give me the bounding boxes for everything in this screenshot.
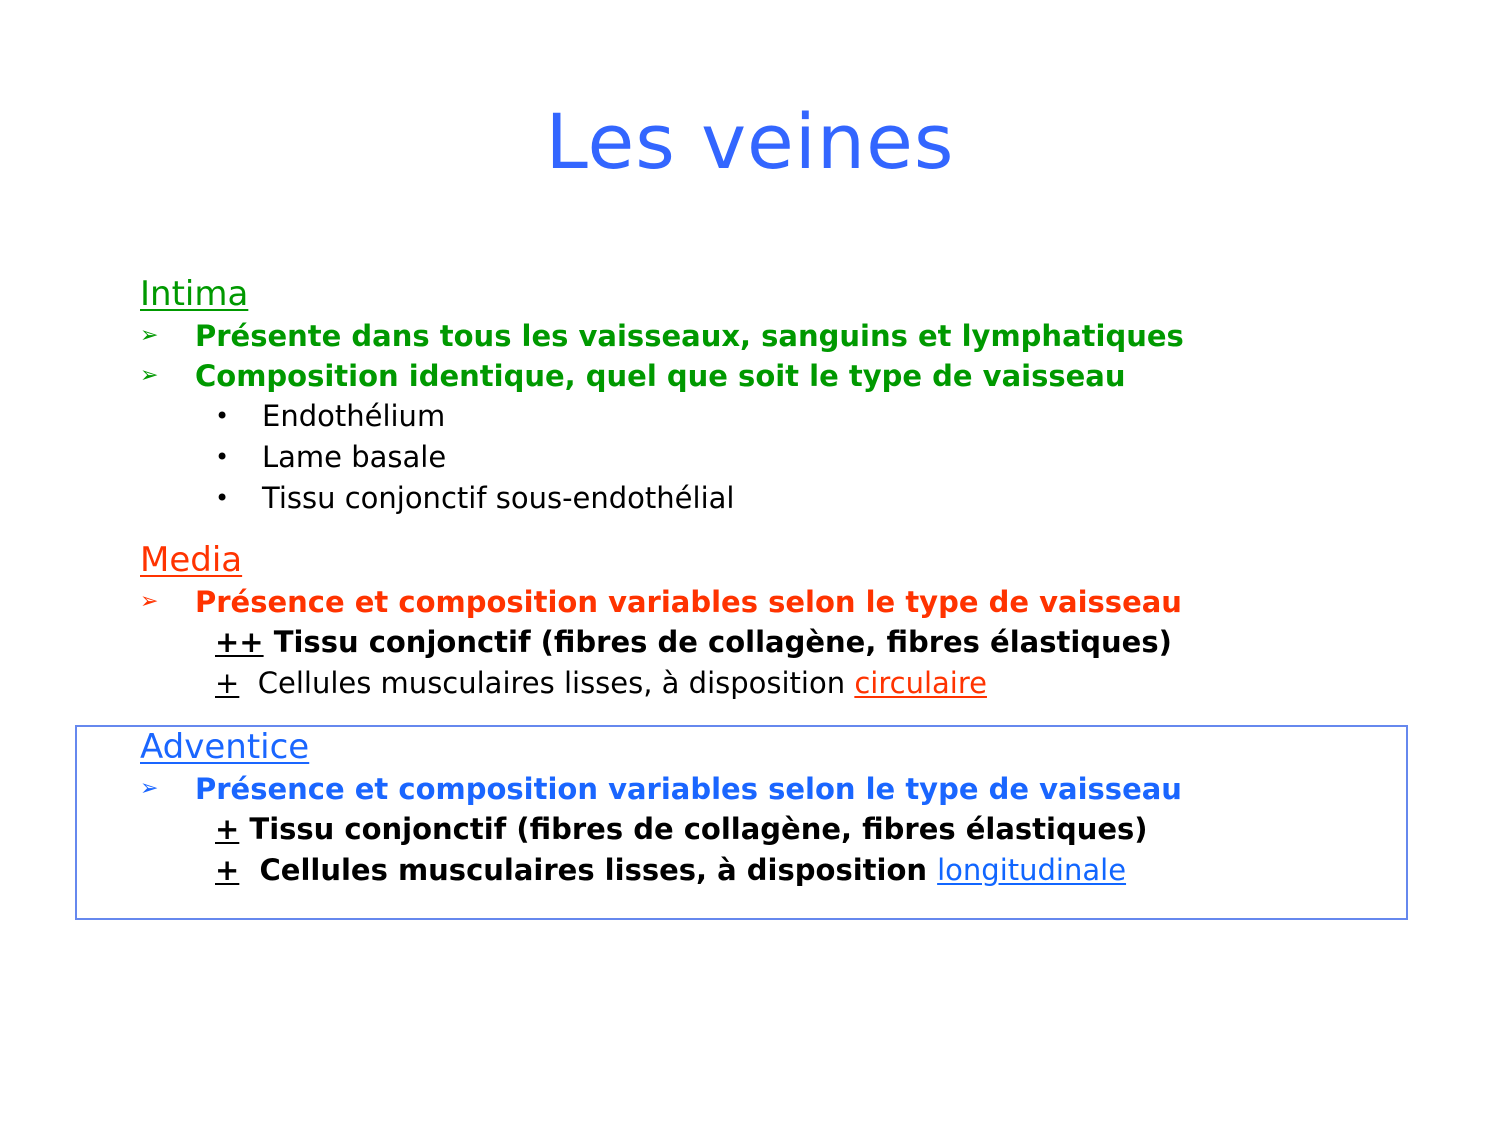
adventice-line-2-text: Cellules musculaires lisses, à disposition — [239, 853, 938, 887]
intima-point-1-text: Présente dans tous les vaisseaux, sanguins et lymphatiques — [195, 319, 1184, 353]
adventice-heading: Adventice — [140, 727, 310, 767]
media-heading: Media — [140, 540, 243, 580]
intima-section — [140, 272, 1340, 519]
adventice-line-2 — [140, 850, 1340, 891]
arrow-bullet-icon: ➢ — [140, 776, 159, 801]
adventice-point — [140, 769, 1340, 809]
dot-bullet-icon: • — [215, 402, 230, 430]
arrow-bullet-icon: ➢ — [140, 363, 159, 388]
adventice-line-1-sign: + — [215, 812, 240, 846]
page-title: Les veines — [545, 97, 955, 186]
media-line-2-text: Cellules musculaires lisses, à disposition — [239, 666, 855, 700]
intima-heading: Intima — [140, 274, 249, 314]
intima-point-2 — [140, 356, 1340, 396]
media-section — [140, 538, 1340, 704]
adventice-line-1-text: Tissu conjonctif (fibres de collagène, fibres élastiques) — [239, 812, 1148, 846]
intima-sub-item-1-text: Endothélium — [262, 399, 446, 433]
intima-point-2-text: Composition identique, quel que soit le type de vaisseau — [195, 359, 1126, 393]
adventice-section — [140, 725, 1340, 891]
media-point — [140, 582, 1340, 622]
arrow-bullet-icon: ➢ — [140, 323, 159, 348]
dot-bullet-icon: • — [215, 484, 230, 512]
intima-sub-item-3-text: Tissu conjonctif sous-endothélial — [262, 481, 735, 515]
media-line-2 — [140, 663, 1340, 704]
intima-point-1 — [140, 316, 1340, 356]
adventice-line-1 — [140, 809, 1340, 850]
media-line-2-sign: + — [215, 666, 240, 700]
media-line-1-text: Tissu conjonctif (fibres de collagène, fibres élastiques) — [263, 625, 1172, 659]
adventice-point-text: Présence et composition variables selon le type de vaisseau — [195, 772, 1182, 806]
intima-sub-item-3 — [140, 478, 1340, 519]
arrow-bullet-icon: ➢ — [140, 589, 159, 614]
longitudinale-link[interactable]: longitudinale — [937, 853, 1127, 887]
media-line-1 — [140, 622, 1340, 663]
dot-bullet-icon: • — [215, 443, 230, 471]
intima-sub-item-2 — [140, 437, 1340, 478]
media-line-1-sign: ++ — [215, 625, 264, 659]
media-point-text: Présence et composition variables selon le type de vaisseau — [195, 585, 1182, 619]
circulaire-link[interactable]: circulaire — [854, 666, 987, 700]
intima-sub-item-2-text: Lame basale — [262, 440, 447, 474]
adventice-line-2-sign: + — [215, 853, 240, 887]
intima-sub-item-1 — [140, 396, 1340, 437]
